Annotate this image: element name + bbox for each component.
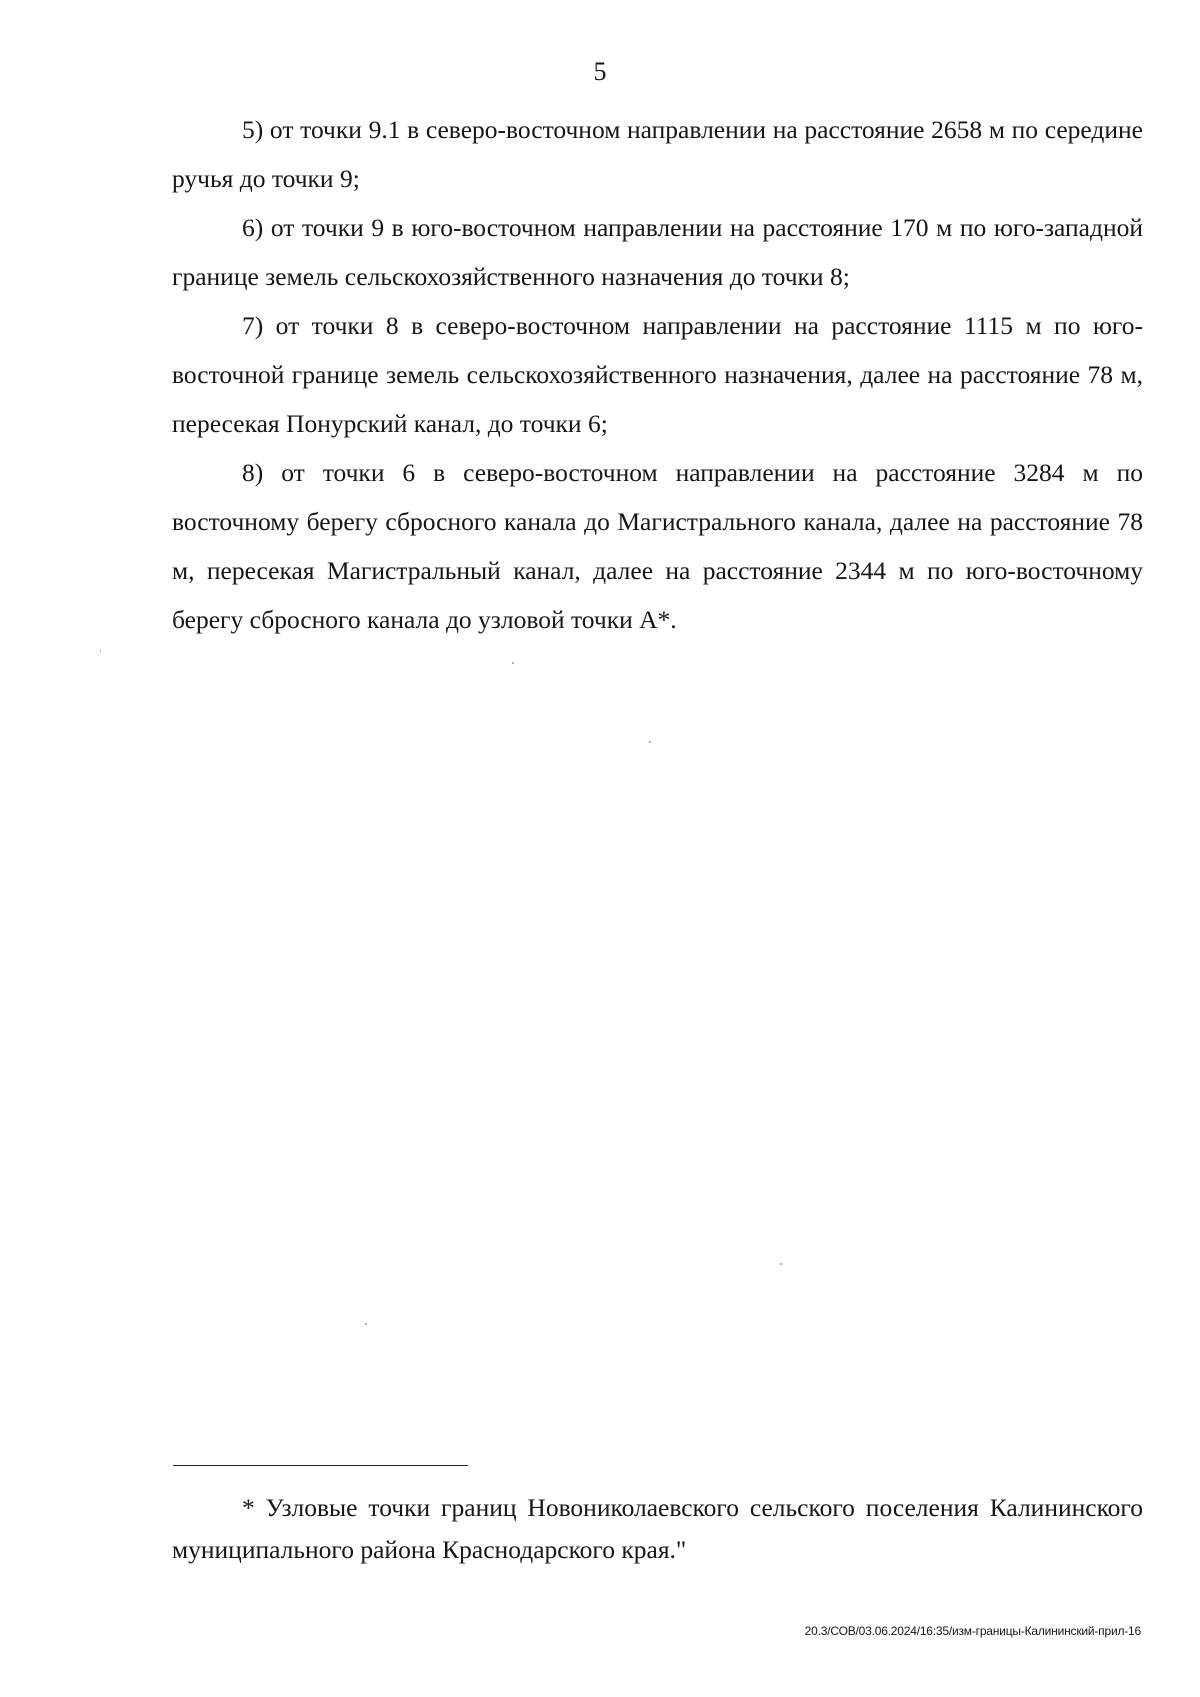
paragraph-item-8: 8) от точки 6 в северо-восточном направлении на расстояние 3284 м по восточному берегу сбросного канала до Магистрального канала, далее на расстояние 78 м, пересекая Магистральный канал, далее на расстояние 2344 м по юго-восточному берегу сбросного канала до узловой точки А*.	[172, 458, 1143, 634]
document-body	[172, 105, 1143, 644]
scan-speck	[512, 662, 514, 664]
paragraph-item-5: 5) от точки 9.1 в северо-восточном направлении на расстояние 2658 м по середине ручья до точки 9;	[172, 115, 1143, 193]
scan-speck	[649, 741, 651, 743]
document-id-stamp: 20.3/СОВ/03.06.2024/16:35/изм-границы-Калининский-прил-16	[804, 1624, 1141, 1638]
paragraph-item-6: 6) от точки 9 в юго-восточном направлении на расстояние 170 м по юго-западной границе земель сельскохозяйственного назначения до точки 8;	[172, 213, 1143, 291]
scan-speck	[365, 1323, 367, 1325]
page-number: 5	[593, 57, 607, 86]
scan-speck	[100, 650, 101, 652]
paragraph-item-7: 7) от точки 8 в северо-восточном направлении на расстояние 1115 м по юго-восточной границе земель сельскохозяйственного назначения, далее на расстояние 78 м, пересекая Понурский канал, до точки 6;	[172, 311, 1143, 438]
footnote: * Узловые точки границ Новониколаевского сельского поселения Калининского муниципального района Краснодарского края."	[172, 1493, 1143, 1564]
scan-speck	[780, 1263, 782, 1265]
footnote-separator	[173, 1465, 468, 1466]
